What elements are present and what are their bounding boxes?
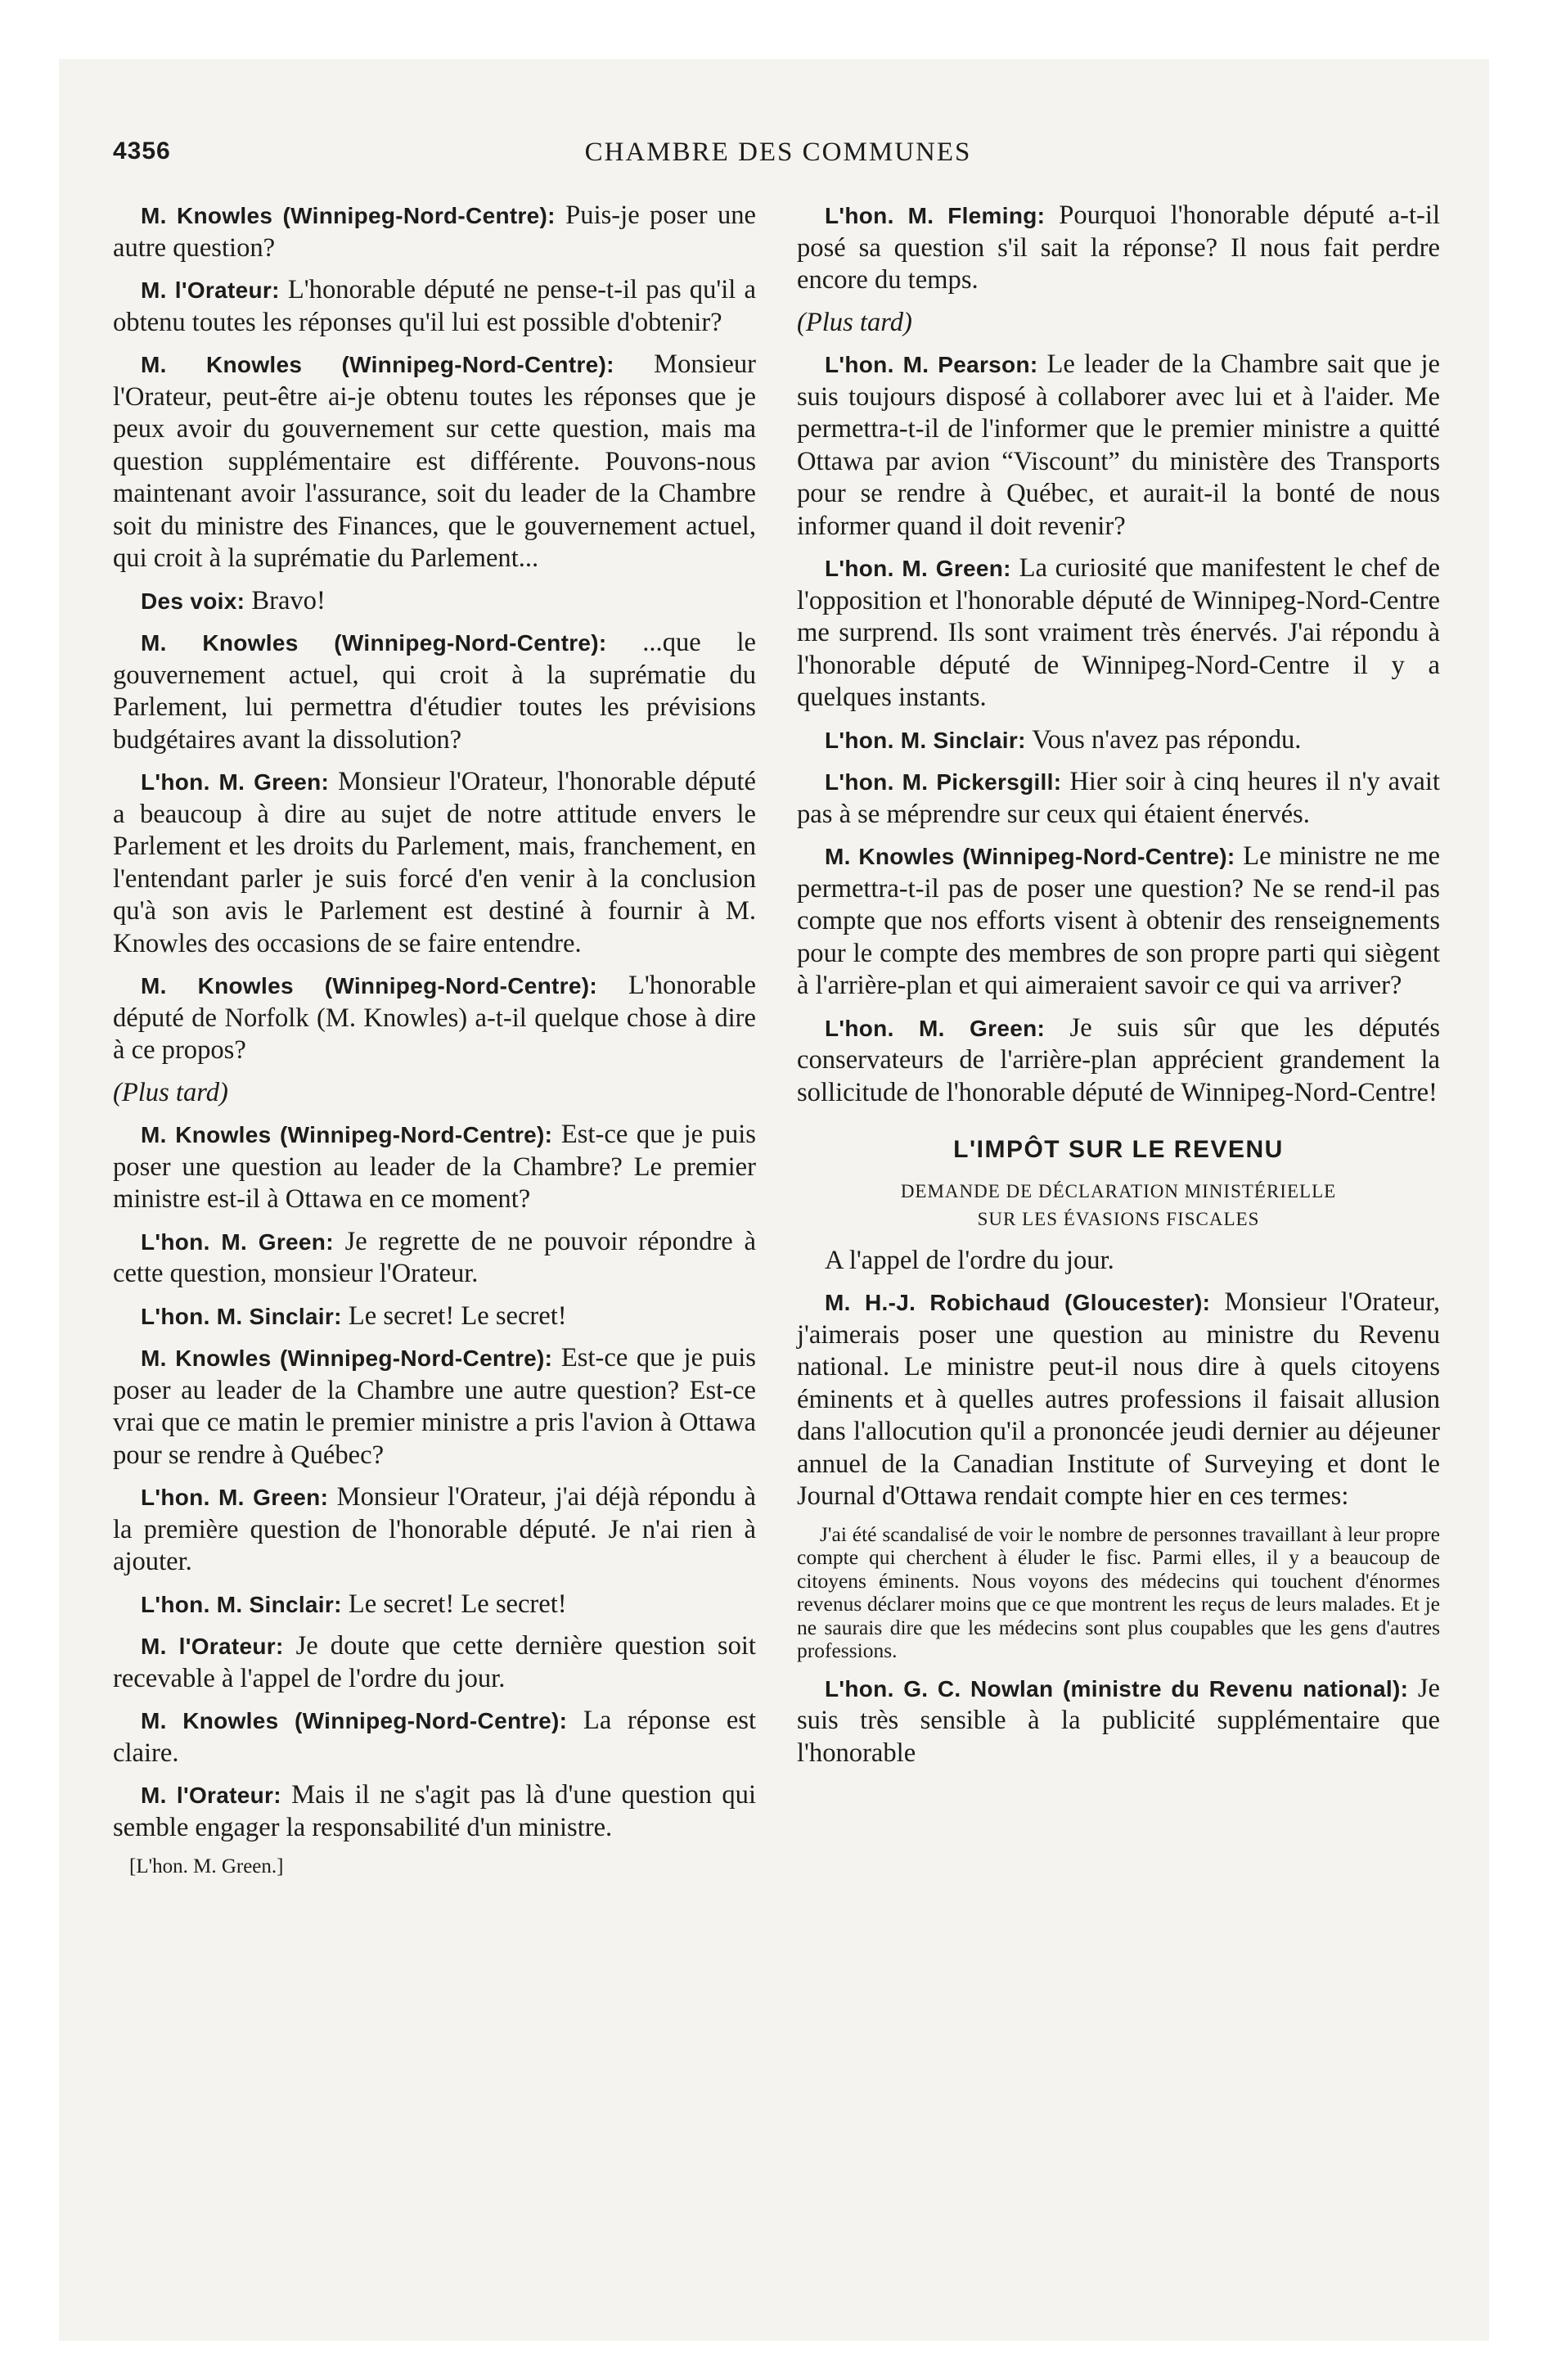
speech-paragraph [113, 1589, 756, 1621]
speech-paragraph [797, 1287, 1440, 1513]
subheading-line: SUR LES ÉVASIONS FISCALES [977, 1208, 1260, 1229]
subheading-line: DEMANDE DE DÉCLARATION MINISTÉRIELLE [900, 1180, 1337, 1201]
speech-paragraph [113, 1119, 756, 1216]
speech-paragraph [797, 200, 1440, 297]
speaker-name: L'hon. M. Pearson: [825, 352, 1038, 377]
block-quote: J'ai été scandalisé de voir le nombre de personnes travaillant à leur propre compte qui cherchent à éluder le fisc. Parmi elles, il y a beaucoup de citoyens éminents. Nous voyons des médecins qui touchent d'énormes revenus déclarer moins que ce que montrent les reçus de leurs malades. Et je ne saurais dire que les médecins sont plus coupables que les gens d'autres professions. [797, 1521, 1440, 1662]
speech-paragraph [113, 1481, 756, 1579]
speech-text: Vous n'avez pas répondu. [1032, 724, 1302, 755]
speaker-name: M. Knowles (Winnipeg-Nord-Centre): [141, 352, 614, 377]
speech-paragraph [113, 1342, 756, 1472]
speaker-name: L'hon. M. Sinclair: [141, 1591, 342, 1617]
speech-text: Le secret! Le secret! [348, 1589, 567, 1619]
speech-paragraph [113, 766, 756, 960]
speaker-name: M. Knowles (Winnipeg-Nord-Centre): [141, 1708, 568, 1733]
speech-paragraph [113, 349, 756, 575]
speaker-name: L'hon. M. Sinclair: [141, 1303, 342, 1329]
speaker-name: L'hon. M. Green: [141, 1485, 329, 1510]
speaker-name: M. H.-J. Robichaud (Gloucester): [825, 1290, 1211, 1315]
speech-text: Mais il ne s'agit pas là d'une question qui semble engager la responsabilité d'un ministre. [113, 1780, 756, 1842]
speaker-name: M. Knowles (Winnipeg-Nord-Centre): [141, 1122, 553, 1147]
subheading [797, 1178, 1440, 1233]
speech-text: L'honorable député ne pense-t-il pas qu'il a obtenu toutes les réponses qu'il lui est possible d'obtenir? [113, 275, 756, 337]
speech-text: La réponse est claire. [113, 1706, 757, 1768]
speech-text: Je doute que cette dernière question soit recevable à l'appel de l'ordre du jour. [113, 1631, 756, 1693]
speech-text: Hier soir à cinq heures il n'y avait pas à se méprendre sur ceux qui étaient énervés. [797, 767, 1440, 829]
speech-paragraph [113, 1300, 756, 1333]
speech-paragraph [113, 627, 756, 756]
speech-paragraph [113, 1779, 756, 1844]
speech-text: Le ministre ne me permettra-t-il pas de poser une question? Ne se rend-il pas compte que nos efforts visent à obtenir des renseignements pour le compte des membres de son propre parti qui siègent à l'arrière-plan et qui aimeraient savoir ce qui va arriver? [797, 841, 1440, 1000]
stage-direction: (Plus tard) [113, 1077, 228, 1107]
speech-paragraph [113, 585, 756, 618]
speech-paragraph [797, 766, 1440, 831]
speech-text: Monsieur l'Orateur, j'aimerais poser une question au ministre du Revenu national. Le ministre peut-il nous dire à quels citoyens éminents et à quelles autres professions il faisait allusion dans l'allocution qu'il a prononcée jeudi dernier au déjeuner annuel de la Canadian Institute of Surveying et dont le Journal d'Ottawa rendait compte hier en ces termes: [797, 1287, 1440, 1511]
left-column [113, 200, 756, 1880]
speech-text: Monsieur l'Orateur, peut-être ai-je obtenu toutes les réponses que je peux avoir du gouvernement sur cette question, mais ma question supplémentaire est différente. Pouvons-nous maintenant avoir l'assurance, soit du leader de la Chambre soit du ministre des Finances, que le gouvernement actuel, qui croit à la suprématie du Parlement... [113, 349, 756, 573]
speech-text: Monsieur l'Orateur, j'ai déjà répondu à la première question de l'honorable député. Je n'ai rien à ajouter. [113, 1482, 756, 1576]
speaker-name: L'hon. M. Pickersgill: [825, 769, 1062, 795]
speaker-name: L'hon. G. C. Nowlan (ministre du Revenu national): [825, 1675, 1409, 1702]
page-header [113, 137, 1443, 174]
speech-text: Je regrette de ne pouvoir répondre à cette question, monsieur l'Orateur. [113, 1226, 756, 1288]
stage-direction: (Plus tard) [797, 307, 912, 337]
speech-paragraph [797, 841, 1440, 1003]
speech-paragraph [797, 724, 1440, 757]
speech-text: Je suis très sensible à la publicité supplémentaire que l'honorable [797, 1673, 1440, 1768]
speech-text: Bravo! [251, 585, 326, 615]
section-heading: L'IMPÔT SUR LE REVENU [953, 1136, 1284, 1163]
speech-paragraph [797, 349, 1440, 543]
speaker-name: M. Knowles (Winnipeg-Nord-Centre): [141, 630, 607, 656]
speech-text: Je suis sûr que les députés conservateurs de l'arrière-plan apprécient grandement la sollicitude de l'honorable député de Winnipeg-Nord-Centre! [797, 1012, 1440, 1107]
speech-text: Pourquoi l'honorable député a-t-il posé sa question s'il sait la réponse? Il nous fait perdre encore du temps. [797, 201, 1440, 295]
speaker-name: L'hon. M. Green: [825, 1015, 1046, 1041]
speaker-name: M. l'Orateur: [141, 277, 280, 303]
speech-paragraph [113, 970, 756, 1067]
speech-text: La curiosité que manifestent le chef de l'opposition et l'honorable député de Winnipeg-Nord-Centre me surprend. Ils sont vraiment très énervés. J'ai répondu à l'honorable député de Winnipeg-Nord-Centre il y a quelques instants. [797, 553, 1440, 712]
speech-paragraph [797, 1673, 1440, 1770]
speech-text: Puis-je poser une autre question? [113, 201, 756, 263]
speaker-name: L'hon. M. Fleming: [825, 203, 1046, 228]
speaker-name: M. Knowles (Winnipeg-Nord-Centre): [141, 1346, 553, 1371]
order-of-day-text: A l'appel de l'ordre du jour. [825, 1245, 1114, 1275]
speaker-name: L'hon. M. Sinclair: [825, 727, 1026, 753]
speaker-name: M. l'Orateur: [141, 1634, 284, 1659]
speech-paragraph [113, 274, 756, 339]
speech-text: Le leader de la Chambre sait que je suis toujours disposé à collaborer avec lui et à l'aider. Me permettra-t-il de l'informer que le premier ministre a quitté Ottawa par avion “Viscount” du ministère des Transports pour se rendre à Québec, et aurait-il la bonté de nous informer quand il doit revenir? [797, 349, 1440, 541]
speaker-name: M. Knowles (Winnipeg-Nord-Centre): [825, 844, 1235, 869]
speech-paragraph [797, 552, 1440, 714]
continued-speaker-note: [L'hon. M. Green.] [129, 1855, 284, 1877]
right-column [797, 200, 1440, 1779]
speaker-name: M. Knowles (Winnipeg-Nord-Centre): [141, 203, 556, 228]
speaker-name: Des voix: [141, 588, 245, 614]
speech-text: Le secret! Le secret! [348, 1300, 567, 1331]
speech-text: Est-ce que je puis poser une question au leader de la Chambre? Le premier ministre est-il à Ottawa en ce moment? [113, 1120, 756, 1214]
running-title: CHAMBRE DES COMMUNES [584, 137, 972, 167]
speech-paragraph [113, 1630, 756, 1695]
speaker-name: L'hon. M. Green: [141, 1228, 334, 1255]
speech-text: L'honorable député de Norfolk (M. Knowles) a-t-il quelque chose à dire à ce propos? [113, 971, 756, 1065]
speech-text: Monsieur l'Orateur, l'honorable député a beaucoup à dire au sujet de notre attitude envers le Parlement et les droits du Parlement, mais, franchement, en l'entendant parler je suis forcé d'en venir à la conclusion qu'à son avis le Parlement est destiné à fournir à M. Knowles des occasions de se faire entendre. [113, 767, 757, 958]
speech-paragraph [113, 1705, 756, 1769]
speech-paragraph [113, 1226, 756, 1291]
speech-paragraph [113, 200, 756, 264]
speech-text: Est-ce que je puis poser au leader de la Chambre une autre question? Est-ce vrai que ce matin le premier ministre a pris l'avion à Ottawa pour se rendre à Québec? [113, 1343, 756, 1470]
speaker-name: M. l'Orateur: [141, 1783, 281, 1808]
speaker-name: L'hon. M. Green: [141, 769, 330, 795]
speech-paragraph [797, 1012, 1440, 1110]
speaker-name: L'hon. M. Green: [825, 556, 1011, 581]
speaker-name: M. Knowles (Winnipeg-Nord-Centre): [141, 973, 597, 998]
speech-text: ...que le gouvernement actuel, qui croit à la suprématie du Parlement, lui permettra d'étudier toutes les prévisions budgétaires avant la dissolution? [113, 628, 756, 755]
page-number: 4356 [113, 137, 171, 165]
